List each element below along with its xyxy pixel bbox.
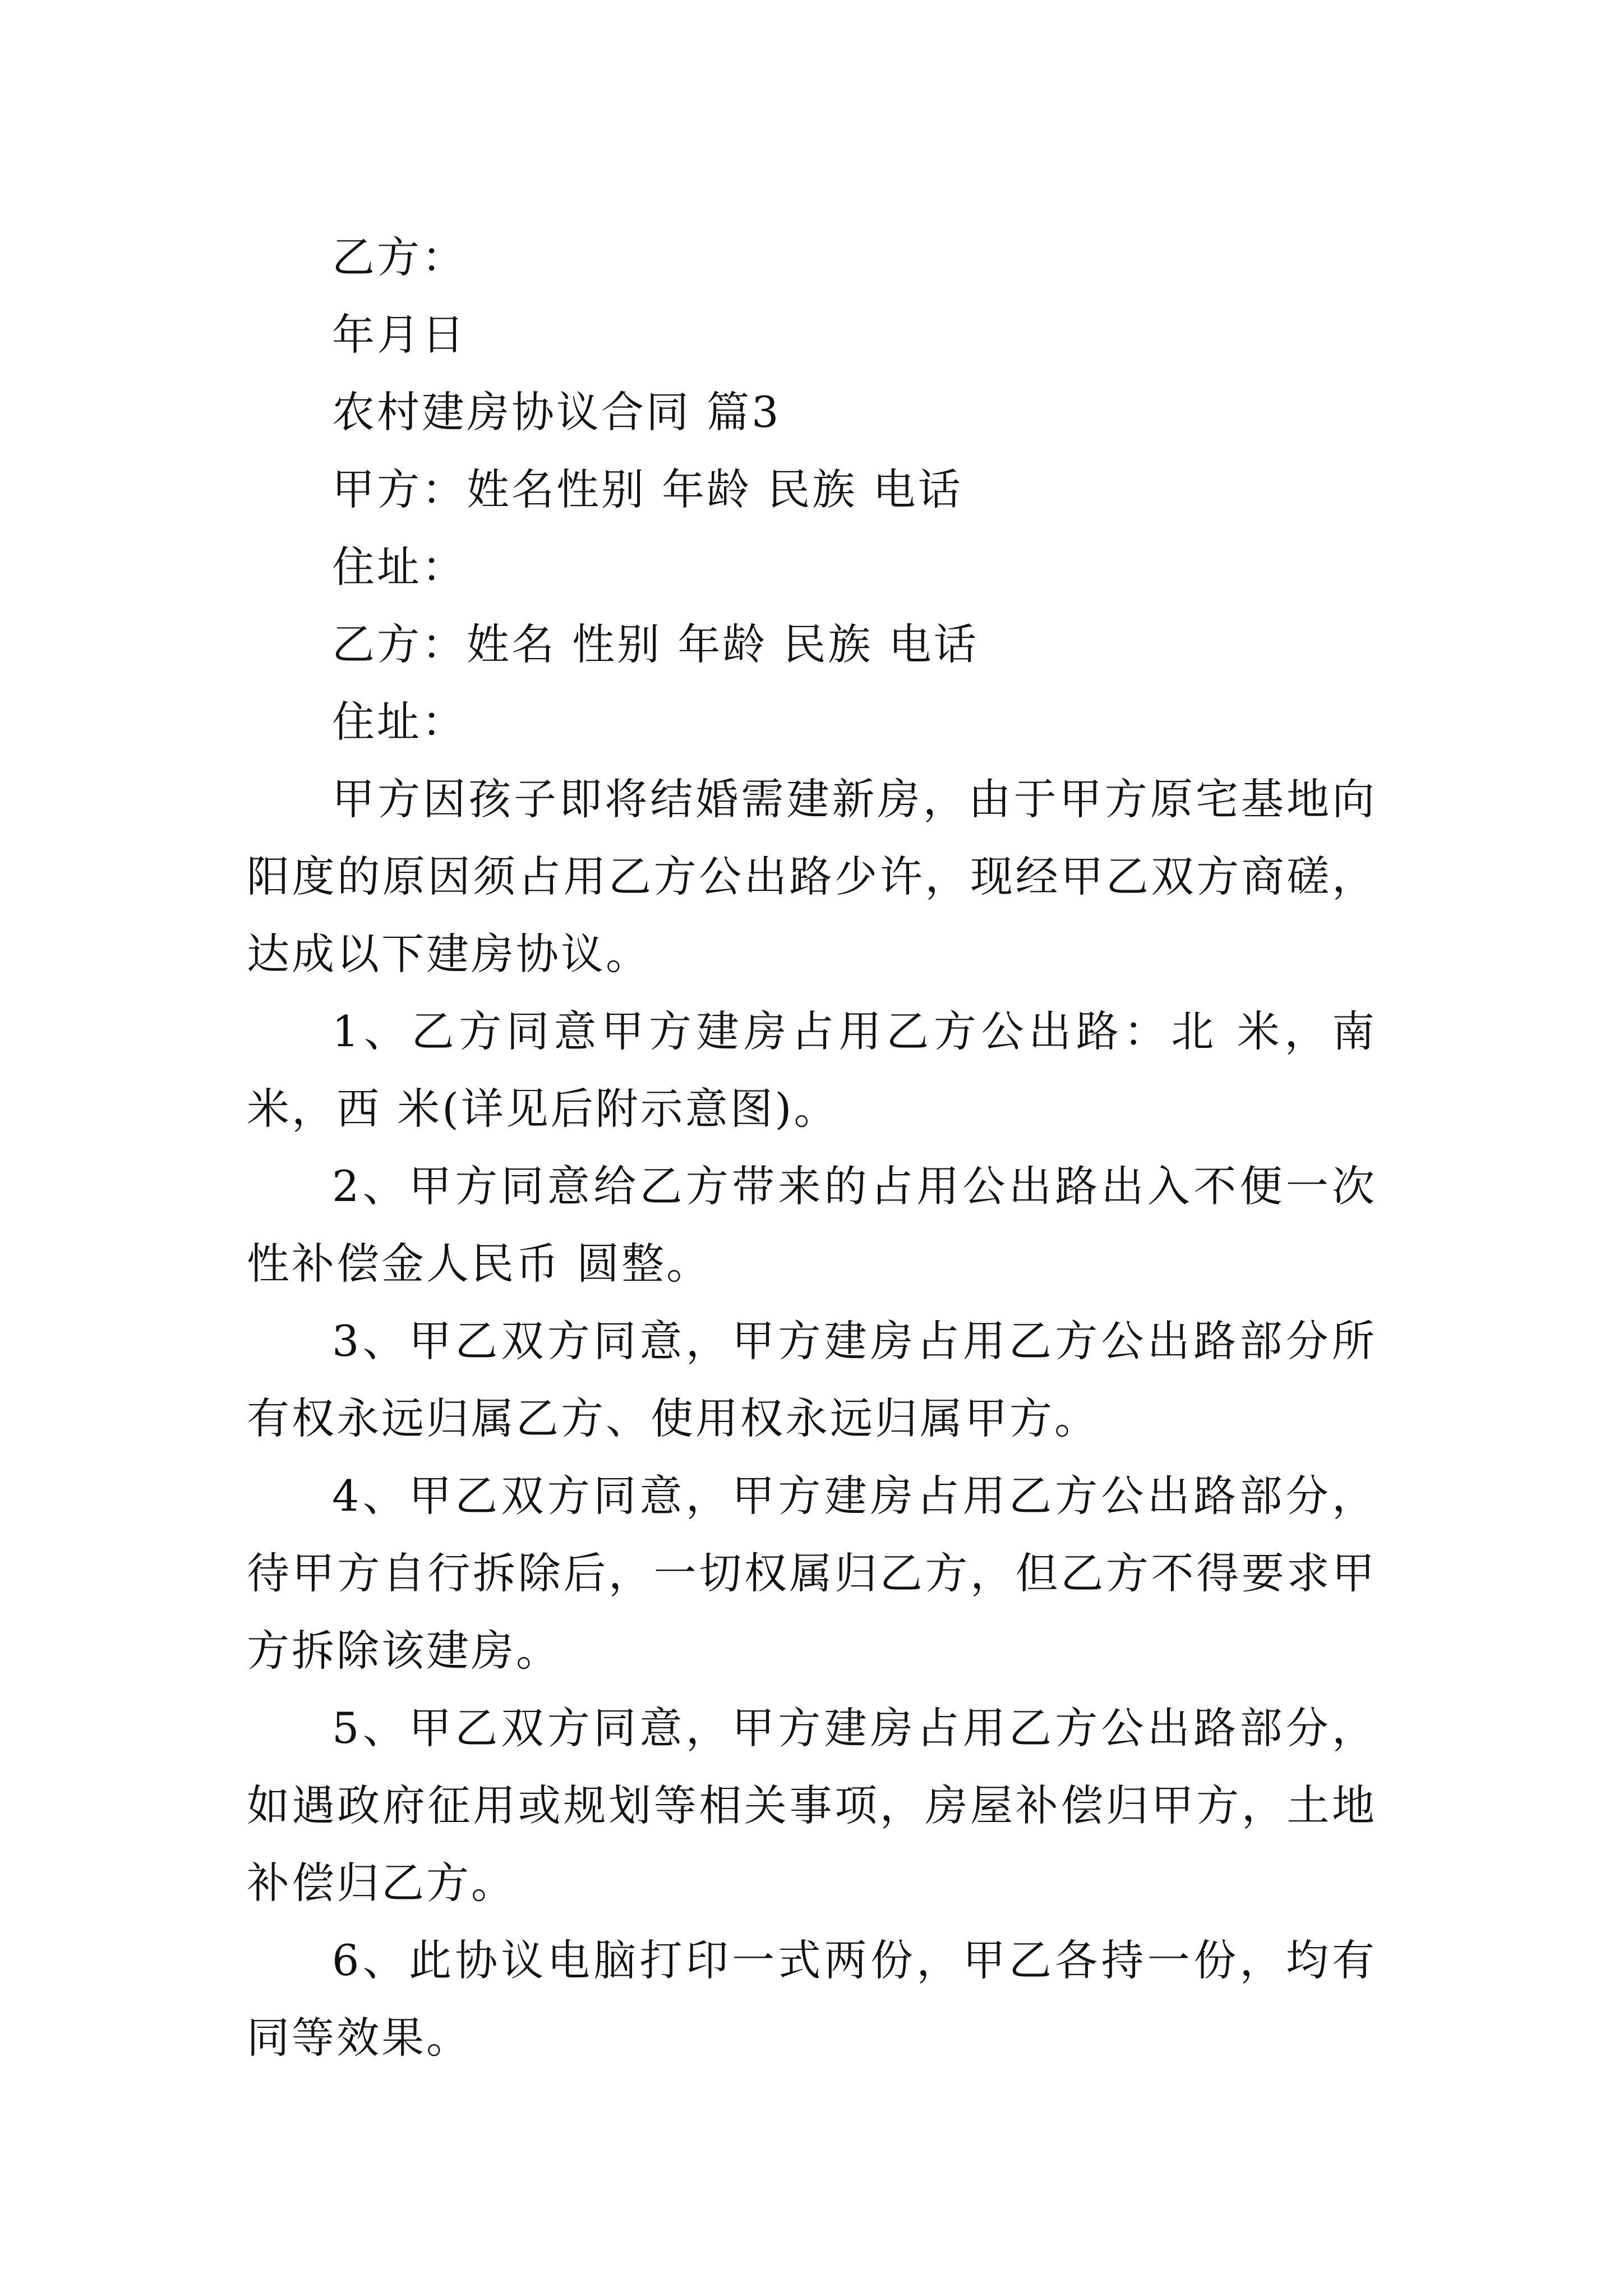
date-line: 年月日	[332, 310, 467, 360]
party-b-label: 乙方：	[332, 232, 467, 282]
party-b-address: 住址：	[332, 697, 467, 747]
intro-paragraph: 甲方因孩子即将结婚需建新房，由于甲方原宅基地向阳度的原因须占用乙方公出路少许，现经甲乙双方商磋，达成以下建房协议。	[247, 774, 1377, 979]
clause-6: 6、此协议电脑打印一式两份，甲乙各持一份，均有同等效果。	[247, 1935, 1377, 2063]
party-b-info: 乙方：姓名 性别 年龄 民族 电话	[332, 619, 979, 669]
clause-3: 3、甲乙双方同意，甲方建房占用乙方公出路部分所有权永远归属乙方、使用权永远归属甲方。	[247, 1316, 1377, 1443]
contract-title: 农村建房协议合同 篇3	[332, 387, 781, 437]
clause-4: 4、甲乙双方同意，甲方建房占用乙方公出路部分，待甲方自行拆除后，一切权属归乙方，但乙方不得要求甲方拆除该建房。	[247, 1471, 1377, 1676]
party-a-info: 甲方：姓名性别 年龄 民族 电话	[332, 464, 963, 514]
clause-1: 1、乙方同意甲方建房占用乙方公出路：北 米，南 米，西 米(详见后附示意图)。	[247, 1006, 1377, 1134]
party-a-address: 住址：	[332, 542, 467, 592]
clause-5: 5、甲乙双方同意，甲方建房占用乙方公出路部分，如遇政府征用或规划等相关事项，房屋补偿归甲方，土地补偿归乙方。	[247, 1703, 1377, 1908]
clause-2: 2、甲方同意给乙方带来的占用公出路出入不便一次性补偿金人民币 圆整。	[247, 1161, 1377, 1289]
document-body	[247, 219, 1377, 2077]
